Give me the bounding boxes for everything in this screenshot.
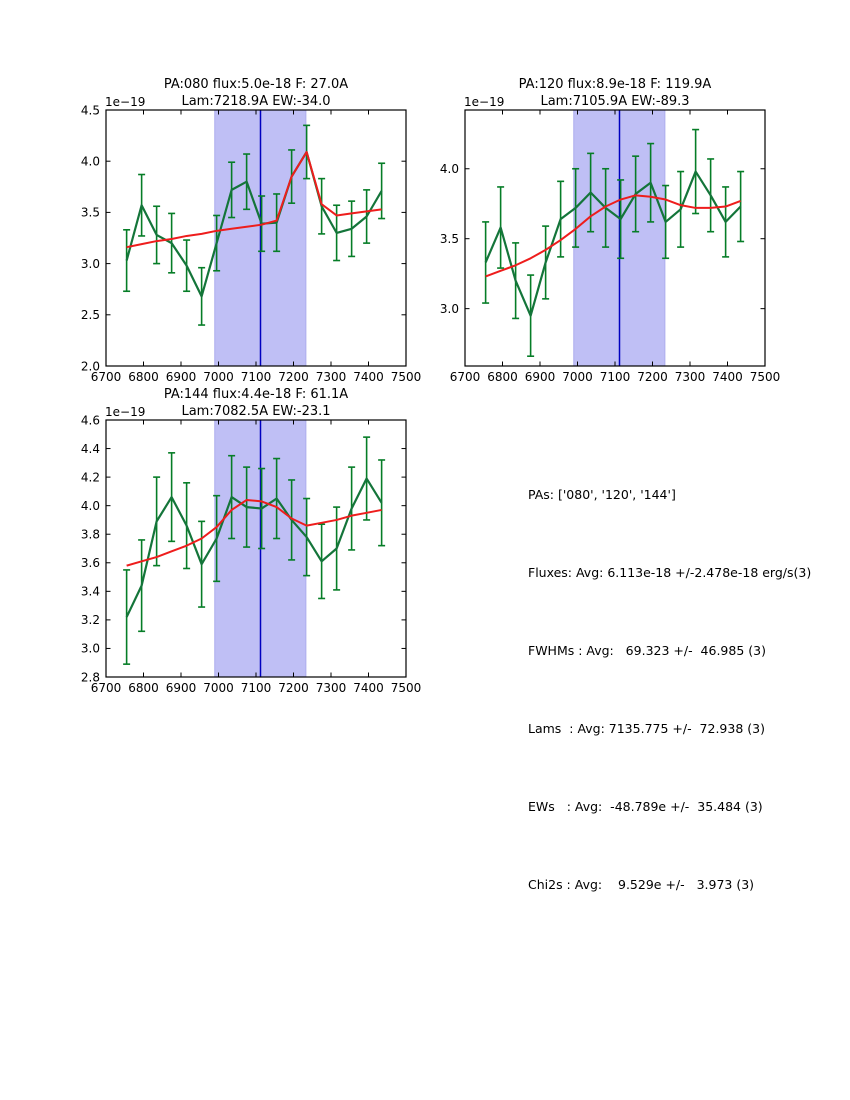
y-tick-label: 3.4 bbox=[80, 584, 100, 599]
y-tick-label: 3.5 bbox=[439, 231, 459, 246]
y-tick-label: 3.8 bbox=[80, 527, 100, 542]
subplot-pa120 bbox=[440, 77, 780, 384]
stats-line-lams: Lams : Avg: 7135.775 +/- 72.938 (3) bbox=[528, 721, 765, 736]
x-tick-label: 7000 bbox=[203, 681, 234, 695]
y-tick-label: 3.2 bbox=[80, 613, 100, 628]
x-tick-label: 7200 bbox=[278, 681, 309, 695]
y-axis-offset-label: 1e−19 bbox=[105, 405, 146, 419]
x-tick-label: 7300 bbox=[674, 370, 706, 384]
y-tick-label: 4.5 bbox=[80, 103, 100, 118]
x-tick-label: 7400 bbox=[712, 370, 743, 384]
y-tick-label: 4.6 bbox=[80, 413, 100, 428]
x-tick-label: 7000 bbox=[562, 370, 593, 384]
y-axis-offset-label: 1e−19 bbox=[464, 95, 505, 109]
subplot-pa080 bbox=[81, 77, 421, 384]
x-tick-label: 7500 bbox=[390, 681, 422, 695]
x-tick-label: 7000 bbox=[203, 370, 234, 384]
x-tick-label: 7300 bbox=[315, 681, 347, 695]
y-tick-label: 4.0 bbox=[439, 162, 459, 177]
stats-line-chi2s: Chi2s : Avg: 9.529e +/- 3.973 (3) bbox=[528, 877, 755, 892]
x-tick-label: 7400 bbox=[353, 370, 384, 384]
x-tick-label: 6900 bbox=[165, 370, 197, 384]
y-tick-label: 2.0 bbox=[80, 359, 100, 374]
y-tick-label: 4.0 bbox=[80, 498, 100, 513]
subplot-title-line2: Lam:7218.9A EW:-34.0 bbox=[181, 94, 331, 109]
x-tick-label: 7500 bbox=[749, 370, 781, 384]
y-tick-label: 2.5 bbox=[80, 308, 100, 323]
stats-line-fluxes: Fluxes: Avg: 6.113e-18 +/-2.478e-18 erg/s(3) bbox=[528, 565, 812, 580]
x-tick-label: 7100 bbox=[240, 370, 272, 384]
subplot-title-line1: PA:144 flux:4.4e-18 F: 61.1A bbox=[163, 387, 349, 402]
y-tick-label: 4.2 bbox=[80, 470, 100, 485]
x-tick-label: 7400 bbox=[353, 681, 384, 695]
x-tick-label: 6900 bbox=[165, 681, 197, 695]
x-tick-label: 6800 bbox=[487, 370, 518, 384]
stats-line-pas: PAs: ['080', '120', '144'] bbox=[528, 487, 676, 502]
x-tick-label: 6800 bbox=[128, 370, 159, 384]
y-tick-label: 3.0 bbox=[80, 641, 100, 656]
stats-line-fwhms: FWHMs : Avg: 69.323 +/- 46.985 (3) bbox=[528, 643, 766, 658]
x-tick-label: 7200 bbox=[637, 370, 668, 384]
x-tick-label: 6800 bbox=[128, 681, 159, 695]
subplot-title-line1: PA:080 flux:5.0e-18 F: 27.0A bbox=[163, 77, 349, 92]
y-tick-label: 3.5 bbox=[80, 205, 100, 220]
x-tick-label: 6700 bbox=[90, 370, 122, 384]
x-tick-label: 6700 bbox=[90, 681, 122, 695]
x-tick-label: 6900 bbox=[524, 370, 556, 384]
stats-panel bbox=[528, 430, 811, 950]
y-tick-label: 4.4 bbox=[80, 441, 100, 456]
x-tick-label: 7100 bbox=[240, 681, 272, 695]
stats-line-ews: EWs : Avg: -48.789e +/- 35.484 (3) bbox=[528, 799, 763, 814]
y-tick-label: 3.0 bbox=[80, 256, 100, 271]
y-tick-label: 2.8 bbox=[80, 670, 100, 685]
y-axis-offset-label: 1e−19 bbox=[105, 95, 146, 109]
subplot-pa144 bbox=[81, 387, 421, 695]
x-tick-label: 7500 bbox=[390, 370, 422, 384]
x-tick-label: 7100 bbox=[599, 370, 631, 384]
subplot-title-line2: Lam:7082.5A EW:-23.1 bbox=[181, 404, 331, 419]
x-tick-label: 7300 bbox=[315, 370, 347, 384]
subplot-title-line1: PA:120 flux:8.9e-18 F: 119.9A bbox=[518, 77, 712, 92]
y-tick-label: 3.6 bbox=[80, 556, 100, 571]
subplot-title-line2: Lam:7105.9A EW:-89.3 bbox=[540, 94, 690, 109]
x-tick-label: 7200 bbox=[278, 370, 309, 384]
y-tick-label: 4.0 bbox=[80, 154, 100, 169]
x-tick-label: 6700 bbox=[449, 370, 481, 384]
y-tick-label: 3.0 bbox=[439, 301, 459, 316]
